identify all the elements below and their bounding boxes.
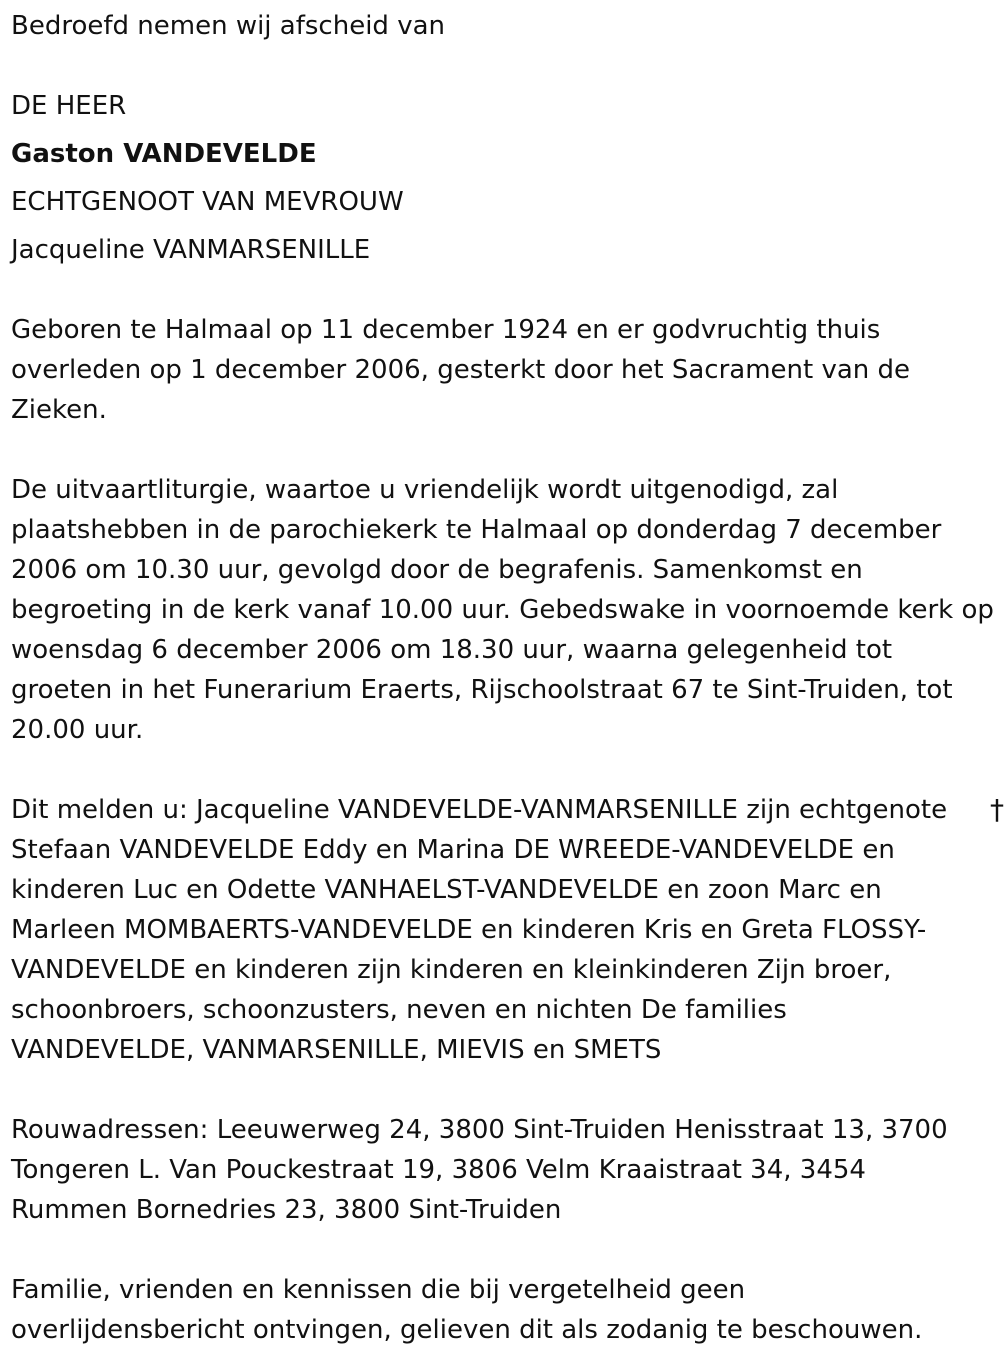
announcers-block (11, 790, 1004, 1070)
honorific-title: DE HEER (11, 91, 127, 121)
deceased-name: Gaston VANDEVELDE (11, 139, 317, 169)
cross-icon: † (990, 793, 1004, 826)
spouse-label: ECHTGENOOT VAN MEVROUW (11, 187, 404, 217)
funeral-paragraph: De uitvaartliturgie, waartoe u vriendelijk wordt uitgenodigd, zal plaatshebben in de parochiekerk te Halmaal op donderdag 7 december 2006 om 10.30 uur, gevolgd door de begrafenis. Samenkomst en begroeting in de kerk vanaf 10.00 uur. Gebedswake in voornoemde kerk op woensdag 6 december 2006 om 18.30 uur, waarna gelegenheid tot groeten in het Funerarium Eraerts, Rijschoolstraat 67 te Sint-Truiden, tot 20.00 uur. (11, 475, 994, 745)
intro-line: Bedroefd nemen wij afscheid van (11, 11, 445, 41)
spouse-name: Jacqueline VANMARSENILLE (11, 235, 371, 265)
birth-death-paragraph: Geboren te Halmaal op 11 december 1924 en er godvruchtig thuis overleden op 1 december 2006, gesterkt door het Sacrament van de Zieken. (11, 315, 911, 425)
closing-paragraph: Familie, vrienden en kennissen die bij vergetelheid geen overlijdensbericht ontvingen, gelieven dit als zodanig te beschouwen. (11, 1275, 923, 1345)
addresses-paragraph: Rouwadressen: Leeuwerweg 24, 3800 Sint-Truiden Henisstraat 13, 3700 Tongeren L. Van Pouckestraat 19, 3806 Velm Kraaistraat 34, 3454 Rummen Bornedries 23, 3800 Sint-Truiden (11, 1115, 948, 1225)
announcers-paragraph: Dit melden u: Jacqueline VANDEVELDE-VANMARSENILLE zijn echtgenote Stefaan VANDEVELDE Eddy en Marina DE WREEDE-VANDEVELDE en kinderen Luc en Odette VANHAELST-VANDEVELDE en zoon Marc en Marleen MOMBAERTS-VANDEVELDE en kinderen Kris en Greta FLOSSY-VANDEVELDE en kinderen zijn kinderen en kleinkinderen Zijn broer, schoonbroers, schoonzusters, neven en nichten De families VANDEVELDE, VANMARSENILLE, MIEVIS en SMETS (11, 795, 948, 1065)
